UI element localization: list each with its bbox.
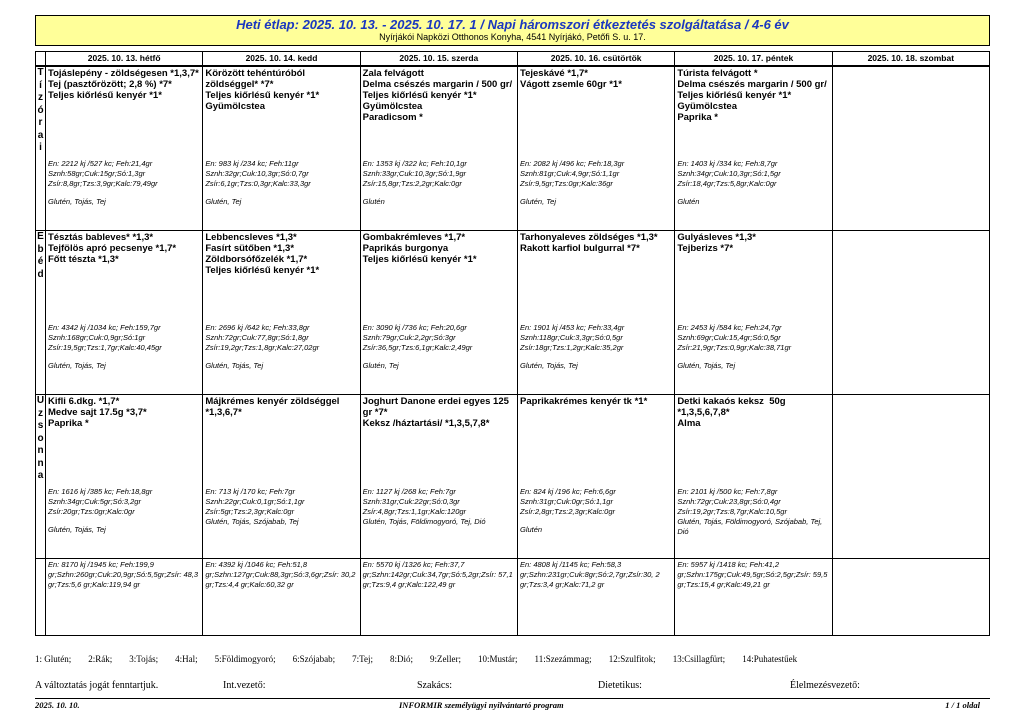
nutrition-info — [677, 159, 829, 189]
dish-list — [520, 396, 672, 407]
nutrition-line: Zsír:18gr;Tzs:1,2gr;Kalc:35,2gr — [519, 343, 624, 352]
daily-total-cell — [517, 559, 674, 636]
meal-label — [36, 395, 46, 559]
nutrition-line: En: 2696 kj /642 kc; Feh:33,8gr — [205, 323, 310, 332]
meal-label — [36, 231, 46, 395]
dish-name: Teljes kiőrlésű kenyér *1* — [677, 90, 792, 101]
meal-label-letter: i — [39, 142, 42, 153]
menu-cell — [517, 231, 674, 395]
nutrition-info — [48, 323, 200, 353]
nutrition-info — [363, 323, 515, 353]
totals-label — [36, 559, 46, 636]
legend-item: 1: Glutén; — [35, 654, 72, 664]
dish-name: Delma csészés margarin / 500 gr/ — [362, 79, 513, 90]
nutrition-line: Glutén, Tojás, Szójabab, Tej — [205, 517, 299, 526]
allergen-list: Glutén — [677, 197, 700, 206]
meal-label-letter: í — [39, 79, 42, 91]
chef-signature-label: Szakács: — [417, 680, 452, 691]
nutrition-line: Glutén, Tojás, Földimogyoró, Szójabab, Tej, Dió — [677, 517, 825, 536]
nutrition-line: En: 1901 kj /453 kc; Feh:33,4gr — [519, 323, 625, 332]
dish-name: Paprika * — [677, 112, 718, 123]
dish-name: Teljes kiőrlésű kenyér *1* — [205, 90, 320, 101]
meal-label-letter: a — [37, 470, 44, 481]
legend-item: 10:Mustár; — [478, 654, 518, 664]
nutrition-line: Sznh:79gr;Cuk:2,2gr;Só:3gr — [362, 333, 456, 342]
menu-cell — [46, 231, 203, 395]
nutrition-line: En: 2082 kj /496 kc; Feh:18,3gr — [519, 159, 625, 168]
dish-name: Paprikakrémes kenyér tk *1* — [519, 396, 648, 407]
nutrition-line: En: 1403 kj /334 kc; Feh:8,7gr — [677, 159, 778, 168]
nutrition-line: Zsír:19,5gr;Tzs:1,7gr;Kalc:40,45gr — [48, 343, 162, 352]
dish-name: Zöldborsófőzelék *1,7* — [205, 254, 308, 265]
catering-manager-signature-label: Élelmezésvezető: — [790, 680, 860, 691]
dish-list — [48, 68, 200, 101]
dish-name: Lebbencsleves *1,3* — [205, 232, 297, 243]
nutrition-info — [520, 323, 672, 353]
nutrition-line: Sznh:118gr;Cuk:3,3gr;Só:0,5gr — [519, 333, 623, 342]
daily-total-text: En: 4808 kj /1145 kc; Feh:58,3 gr;Szhn:231gr;Cuk:8gr;Só:2,7gr;Zsír:30, 2 gr;Tzs:3,4 gr;Kalc:71,2 gr — [519, 560, 662, 589]
nutrition-line: Glutén, Tojás, Földimogyoró, Tej, Dió — [362, 517, 486, 526]
allergen-list: Glutén, Tej — [205, 197, 242, 206]
daily-total-cell — [203, 559, 360, 636]
program-name: INFORMIR személyügyi nyilvántartó program — [399, 700, 564, 710]
nutrition-line: Zsír:20gr;Tzs:0gr;Kalc:0gr — [48, 507, 135, 516]
nutrition-line: En: 983 kj /234 kc; Feh:11gr — [205, 159, 299, 168]
allergen-legend — [35, 654, 990, 664]
dish-name: Paprika * — [48, 418, 89, 429]
daily-total-cell — [360, 559, 517, 636]
dish-list — [205, 232, 357, 276]
nutrition-line: Zsír:19,2gr;Tzs:1,8gr;Kalc:27,02gr — [205, 343, 320, 352]
dish-list — [205, 396, 357, 418]
nutrition-line: En: 2101 kj /500 kc; Feh:7,8gr — [677, 487, 778, 496]
dish-name: Gulyásleves *1,3* — [677, 232, 757, 243]
dietitian-signature-label: Dietetikus: — [598, 680, 642, 691]
nutrition-info — [48, 487, 200, 517]
dish-name: Alma — [677, 418, 701, 429]
daily-total-text: En: 5570 kj /1326 kc; Feh:37,7 gr;Szhn:142gr;Cuk:34,7gr;Só:5,2gr;Zsír: 57,1 gr;Tzs:9,4 gr;Kalc:122,49 gr — [362, 560, 515, 589]
dish-name: Delma csészés margarin / 500 gr/ — [677, 79, 827, 90]
meal-label-letter: d — [37, 268, 44, 280]
nutrition-line: Sznh:34gr;Cuk:10,3gr;Só:1,5gr — [677, 169, 781, 178]
nutrition-info — [205, 323, 357, 353]
legend-item: 4:Hal; — [175, 654, 198, 664]
day-header: 2025. 10. 16. csütörtök — [517, 52, 674, 67]
menu-cell — [832, 66, 989, 231]
dish-name: Tésztás bableves* *1,3* — [48, 232, 154, 243]
legend-item: 7:Tej; — [352, 654, 374, 664]
daily-total-cell — [832, 559, 989, 636]
menu-cell — [675, 231, 832, 395]
nutrition-line: Sznh:32gr;Cuk:10,3gr;Só:0,7gr — [205, 169, 309, 178]
meal-label-letter: é — [37, 256, 44, 267]
daily-total-text: En: 5957 kj /1418 kc; Feh:41,2 gr;Szhn:175gr;Cuk:49,5gr;Só:2,5gr;Zsír: 59,5 gr;Tzs:15,4 gr;Kalc:49,21 gr — [677, 560, 830, 589]
allergen-list: Glutén, Tojás, Tej — [48, 525, 106, 534]
menu-cell — [360, 231, 517, 395]
nutrition-line: Zsír:2,8gr;Tzs:2,3gr;Kalc:0gr — [519, 507, 616, 516]
dish-name: Vágott zsemle 60gr *1* — [519, 79, 622, 90]
nutrition-line: En: 824 kj /196 kc; Feh:6,6gr — [519, 487, 616, 496]
dish-name: Tarhonyaleves zöldséges *1,3* — [519, 232, 658, 243]
nutrition-line: En: 1616 kj /385 kc; Feh:18,8gr — [48, 487, 153, 496]
signature-line — [35, 680, 990, 694]
menu-cell — [832, 231, 989, 395]
dish-name: Paprikás burgonya — [362, 243, 449, 254]
allergen-list: Glutén, Tojás, Tej — [519, 361, 578, 370]
nutrition-line: Zsír:36,5gr;Tzs:6,1gr;Kalc:2,49gr — [362, 343, 473, 352]
nutrition-line: Zsír:19,2gr;Tzs:8,7gr;Kalc:10,5gr — [677, 507, 787, 516]
dish-name: Körözött tehéntúróból zöldséggel* *7* — [205, 68, 308, 90]
weekly-menu-table — [35, 51, 990, 636]
nutrition-line: Sznh:58gr;Cuk:15gr;Só:1,3gr — [48, 169, 146, 178]
nutrition-line: Zsír:5gr;Tzs:2,3gr;Kalc:0gr — [205, 507, 295, 516]
nutrition-line: Sznh:81gr;Cuk:4,9gr;Só:1,1gr — [519, 169, 620, 178]
allergen-list: Glutén, Tojás, Tej — [205, 361, 264, 370]
meal-label-letter: z — [38, 92, 43, 103]
dish-name: Tejeskávé *1,7* — [519, 68, 588, 79]
daily-total-text: En: 8170 kj /1945 kc; Feh:199,9 gr;Szhn:260gr;Cuk:20,9gr;Só:5,5gr;Zsír: 48,3 gr;Tzs:5,6 gr;Kalc:119,94 gr — [48, 560, 201, 589]
nutrition-line: En: 2212 kj /527 kc; Feh:21,4gr — [48, 159, 153, 168]
manager-signature-label: Int.vezető: — [223, 680, 266, 691]
menu-title: Heti étlap: 2025. 10. 13. - 2025. 10. 17. 1 / Napi háromszori étkeztetés szolgáltatása / 4-6 év — [236, 17, 789, 32]
nutrition-line: Sznh:72gr;Cuk:23,8gr;Só:0,4gr — [677, 497, 781, 506]
dish-list — [205, 68, 357, 112]
legend-item: 14:Puhatestűek — [742, 654, 798, 664]
legend-item: 9:Zeller; — [430, 654, 462, 664]
nutrition-line: En: 713 kj /170 kc; Feh:7gr — [205, 487, 295, 496]
meal-label-letter: b — [37, 243, 44, 255]
nutrition-line: Zsír:9,5gr;Tzs:0gr;Kalc:36gr — [519, 179, 613, 188]
nutrition-line: Sznh:31gr;Cuk:0gr;Só:1,1gr — [519, 497, 613, 506]
menu-cell — [517, 66, 674, 231]
meal-row — [36, 395, 990, 559]
dish-name: Joghurt Danone erdei egyes 125 gr *7* — [362, 396, 512, 418]
nutrition-line: Zsír:18,4gr;Tzs:5,8gr;Kalc:0gr — [677, 179, 777, 188]
nutrition-info — [677, 487, 829, 537]
menu-cell — [360, 395, 517, 559]
nutrition-line: En: 4342 kj /1034 kc; Feh:159,7gr — [48, 323, 161, 332]
dish-name: Detki kakaós keksz 50g *1,3,5,6,7,8* — [677, 396, 789, 418]
legend-item: 8:Dió; — [390, 654, 414, 664]
dish-name: Teljes kiőrlésű kenyér *1* — [362, 254, 477, 265]
menu-cell — [203, 66, 360, 231]
nutrition-line: En: 1127 kj /268 kc; Feh:7gr — [362, 487, 456, 496]
meal-label-letter: a — [37, 129, 44, 141]
meal-label-letter: E — [37, 231, 44, 242]
menu-header — [35, 15, 990, 46]
daily-total-cell — [675, 559, 832, 636]
dish-list — [363, 232, 515, 265]
nutrition-info — [363, 159, 515, 189]
page-footer — [35, 698, 990, 711]
menu-cell — [517, 395, 674, 559]
nutrition-line: Zsír:15,8gr;Tzs:2,2gr;Kalc:0gr — [362, 179, 462, 188]
legend-item: 2:Rák; — [88, 654, 113, 664]
menu-cell — [360, 66, 517, 231]
dish-name: Gyümölcstea — [362, 101, 423, 112]
allergen-list: Glutén, Tojás, Tej — [677, 361, 736, 370]
nutrition-info — [677, 323, 829, 353]
day-header: 2025. 10. 17. péntek — [675, 52, 832, 67]
dish-list — [677, 396, 829, 429]
nutrition-line: Zsír:8,8gr;Tzs:3,9gr;Kalc:79,49gr — [48, 179, 158, 188]
meal-label-letter: r — [38, 117, 43, 128]
legend-item: 5:Földimogyoró; — [214, 654, 276, 664]
change-notice: A változtatás jogát fenntartjuk. — [35, 680, 159, 691]
dish-list — [363, 68, 515, 123]
menu-cell — [46, 395, 203, 559]
day-header: 2025. 10. 13. hétfő — [46, 52, 203, 67]
dish-name: Tejberizs *7* — [677, 243, 734, 254]
legend-item: 6:Szójabab; — [292, 654, 336, 664]
corner-cell — [36, 52, 46, 67]
legend-item: 11:Szezámmag; — [534, 654, 592, 664]
nutrition-info — [48, 159, 200, 189]
daily-total-cell — [46, 559, 203, 636]
menu-cell — [832, 395, 989, 559]
nutrition-line: Zsír:6,1gr;Tzs:0,3gr;Kalc:33,3gr — [205, 179, 311, 188]
dish-name: Kifli 6.dkg. *1,7* — [48, 396, 120, 407]
nutrition-line: En: 3090 kj /736 kc; Feh:20,6gr — [362, 323, 467, 332]
dish-name: Teljes kiőrlésű kenyér *1* — [48, 90, 162, 101]
meal-label-letter: n — [37, 457, 44, 469]
nutrition-line: Sznh:22gr;Cuk:0,1gr;Só:1,1gr — [205, 497, 305, 506]
dish-list — [520, 232, 672, 254]
meal-label-letter: U — [36, 395, 45, 406]
meal-row — [36, 66, 990, 231]
day-header: 2025. 10. 14. kedd — [203, 52, 360, 67]
dish-name: Fasírt sütőben *1,3* — [205, 243, 295, 254]
dish-list — [677, 68, 829, 123]
dish-name: Gyümölcstea — [677, 101, 737, 112]
dish-list — [363, 396, 515, 429]
nutrition-info — [205, 159, 357, 189]
day-header: 2025. 10. 15. szerda — [360, 52, 517, 67]
dish-name: Teljes kiőrlésű kenyér *1* — [362, 90, 477, 101]
allergen-list: Glutén — [519, 525, 543, 534]
dish-list — [677, 232, 829, 254]
meal-label-letter: T — [37, 67, 44, 78]
daily-total-text: En: 4392 kj /1046 kc; Feh:51,8 gr;Szhn:127gr;Cuk:88,3gr;Só:3,6gr;Zsír: 30,2 gr;Tzs:4,4 gr;Kalc:60,32 gr — [205, 560, 358, 589]
dish-name: Tojáslepény - zöldségesen *1,3,7* — [48, 68, 199, 79]
allergen-list: Glutén, Tej — [519, 197, 556, 206]
nutrition-line: Sznh:72gr;Cuk:77,8gr;Só:1,8gr — [205, 333, 309, 342]
nutrition-line: Sznh:34gr;Cuk:5gr;Só:3,2gr — [48, 497, 141, 506]
dish-name: Tejfölös apró pecsenye *1,7* — [48, 243, 177, 254]
meal-label-letter: n — [37, 445, 44, 456]
dish-list — [48, 396, 200, 429]
dish-name: Rakott karfiol bulgurral *7* — [519, 243, 640, 254]
menu-cell — [203, 395, 360, 559]
nutrition-info — [520, 159, 672, 189]
allergen-list: Glutén, Tej — [362, 361, 399, 370]
day-header: 2025. 10. 18. szombat — [832, 52, 989, 67]
nutrition-info — [520, 487, 672, 517]
print-date: 2025. 10. 10. — [35, 700, 80, 710]
legend-item: 13:Csillagfürt; — [672, 654, 726, 664]
allergen-list: Glutén, Tojás, Tej — [48, 197, 106, 206]
dish-name: Főtt tészta *1,3* — [48, 254, 119, 265]
meal-row — [36, 231, 990, 395]
meal-label-letter: ó — [37, 104, 44, 116]
nutrition-line: En: 1353 kj /322 kc; Feh:10,1gr — [362, 159, 467, 168]
day-header-row — [36, 52, 990, 67]
menu-cell — [675, 66, 832, 231]
nutrition-info — [363, 487, 515, 527]
nutrition-line: Sznh:69gr;Cuk:15,4gr;Só:0,5gr — [677, 333, 781, 342]
meal-label — [36, 66, 46, 231]
menu-cell — [46, 66, 203, 231]
menu-cell — [675, 395, 832, 559]
kitchen-address: Nyírjákói Napközi Otthonos Konyha, 4541 Nyírjákó, Petőfi S. u. 17. — [379, 32, 646, 42]
dish-name: Májkrémes kenyér zöldséggel *1,3,6,7* — [205, 396, 343, 418]
nutrition-line: Zsír:4,8gr;Tzs:1,1gr;Kalc:120gr — [362, 507, 467, 516]
meal-label-letter: z — [38, 407, 43, 419]
page-counter: 1 / 1 oldal — [945, 700, 980, 710]
dish-name: Túrista felvágott * — [677, 68, 758, 79]
dish-name: Paradicsom * — [362, 112, 423, 123]
nutrition-line: Zsír:21,9gr;Tzs:0,9gr;Kalc:38,71gr — [677, 343, 792, 352]
meal-label-letter: o — [37, 432, 44, 444]
dish-name: Gyümölcstea — [205, 101, 265, 112]
nutrition-line: Sznh:33gr;Cuk:10,3gr;Só:1,9gr — [362, 169, 467, 178]
dish-list — [48, 232, 200, 265]
dish-name: Zala felvágott — [362, 68, 424, 79]
allergen-list: Glutén, Tojás, Tej — [48, 361, 106, 370]
nutrition-line: Sznh:31gr;Cuk:22gr;Só:0,3gr — [362, 497, 460, 506]
dish-name: Keksz /háztartási/ *1,3,5,7,8* — [362, 418, 490, 429]
dish-name: Gombakrémleves *1,7* — [362, 232, 466, 243]
menu-cell — [203, 231, 360, 395]
dish-name: Teljes kiőrlésű kenyér *1* — [205, 265, 320, 276]
nutrition-line: En: 2453 kj /584 kc; Feh:24,7gr — [677, 323, 782, 332]
daily-totals-row — [36, 559, 990, 636]
nutrition-line: Sznh:168gr;Cuk:0,9gr;Só:1gr — [48, 333, 146, 342]
legend-item: 3:Tojás; — [129, 654, 159, 664]
dish-name: Medve sajt 17.5g *3,7* — [48, 407, 147, 418]
dish-list — [520, 68, 672, 90]
dish-name: Tej (pasztőrözött; 2,8 %) *7* — [48, 79, 172, 90]
legend-item: 12:Szulfitok; — [608, 654, 656, 664]
allergen-list: Glutén — [362, 197, 385, 206]
meal-label-letter: s — [37, 420, 44, 431]
nutrition-info — [205, 487, 357, 527]
